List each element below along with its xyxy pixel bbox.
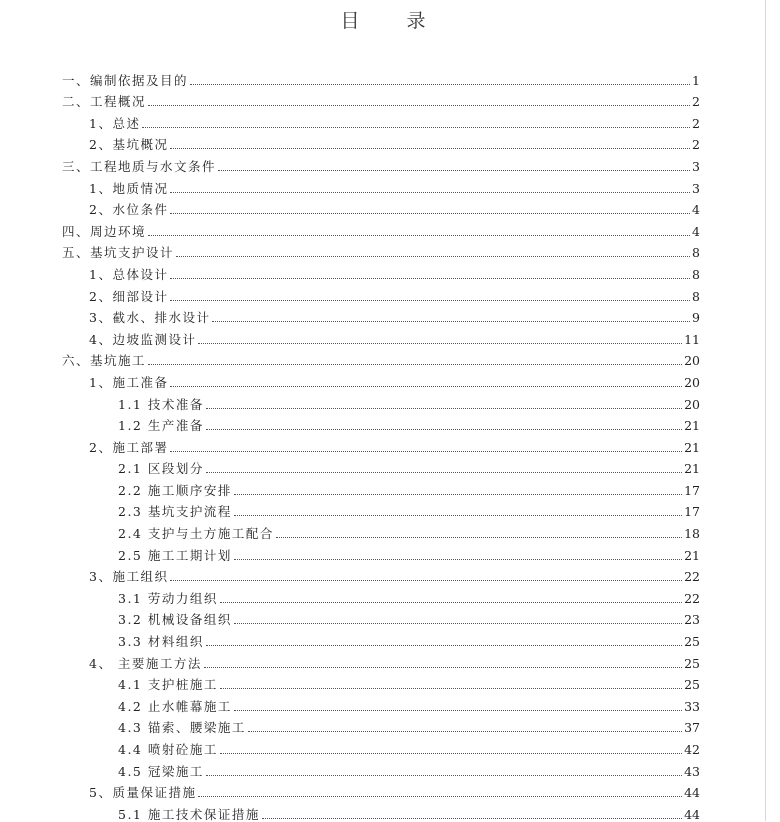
toc-entry-label: 2、水位条件 (89, 202, 169, 218)
toc-entry[interactable] (62, 131, 700, 153)
toc-leader-dots (234, 559, 682, 560)
toc-leader-dots (220, 753, 682, 754)
toc-leader-dots (170, 192, 690, 193)
toc-entry-label: 2、细部设计 (89, 288, 169, 304)
toc-leader-dots (212, 321, 690, 322)
toc-entry[interactable] (62, 282, 700, 304)
toc-entry-page-number: 11 (684, 331, 700, 347)
toc-entry-label: 4、 主要施工方法 (89, 655, 202, 671)
toc-leader-dots (234, 494, 682, 495)
toc-leader-dots (176, 256, 690, 257)
toc-entry-label: 2.3 基坑支护流程 (118, 504, 232, 520)
toc-entry-page-number: 25 (684, 655, 700, 671)
toc-entry-label: 4、边坡监测设计 (89, 331, 197, 347)
toc-leader-dots (204, 667, 682, 668)
toc-entry-page-number: 20 (684, 353, 700, 369)
toc-entry-label: 六、基坑施工 (62, 353, 147, 369)
toc-entry-page-number: 2 (692, 115, 700, 131)
toc-entry-label: 2.4 支护与土方施工配合 (118, 526, 274, 542)
toc-leader-dots (170, 213, 690, 214)
toc-entry-label: 1.2 生产准备 (118, 418, 204, 434)
toc-entry-label: 4.1 支护桩施工 (118, 677, 218, 693)
toc-leader-dots (170, 148, 690, 149)
toc-entry-page-number: 18 (684, 526, 700, 542)
toc-entry[interactable] (62, 304, 700, 326)
toc-entry[interactable] (62, 174, 700, 196)
toc-entry[interactable] (62, 627, 700, 649)
toc-entry[interactable] (62, 541, 700, 563)
toc-entry[interactable] (62, 779, 700, 801)
toc-entry[interactable] (62, 735, 700, 757)
toc-leader-dots (198, 796, 682, 797)
toc-leader-dots (276, 537, 682, 538)
toc-entry-page-number: 3 (692, 180, 700, 196)
toc-entry-page-number: 21 (684, 461, 700, 477)
toc-entry[interactable] (62, 800, 700, 822)
toc-entry-page-number: 25 (684, 677, 700, 693)
toc-entry[interactable] (62, 563, 700, 585)
toc-leader-dots (206, 429, 682, 430)
toc-entry[interactable] (62, 196, 700, 218)
toc-entry-page-number: 33 (684, 698, 700, 714)
toc-leader-dots (220, 602, 682, 603)
toc-entry-page-number: 4 (692, 202, 700, 218)
toc-entry-label: 三、工程地质与水文条件 (62, 158, 217, 174)
toc-entry-page-number: 44 (684, 806, 700, 822)
toc-entry[interactable] (62, 390, 700, 412)
toc-entry-label: 5.1 施工技术保证措施 (118, 806, 260, 822)
toc-leader-dots (170, 386, 682, 387)
toc-entry-page-number: 21 (684, 439, 700, 455)
toc-entry-page-number: 2 (692, 94, 700, 110)
toc-leader-dots (206, 645, 682, 646)
toc-leader-dots (148, 364, 682, 365)
toc-leader-dots (170, 300, 690, 301)
toc-entry[interactable] (62, 714, 700, 736)
toc-entry[interactable] (62, 368, 700, 390)
toc-entry-label: 1.1 技术准备 (118, 396, 204, 412)
toc-entry-page-number: 21 (684, 547, 700, 563)
toc-entry-label: 3.3 材料组织 (118, 634, 204, 650)
toc-entry-label: 1、总体设计 (89, 266, 169, 282)
toc-entry[interactable] (62, 519, 700, 541)
toc-leader-dots (142, 127, 690, 128)
toc-entry-label: 2.1 区段划分 (118, 461, 204, 477)
toc-entry-label: 4.4 喷射砼施工 (118, 742, 218, 757)
toc-entry[interactable] (62, 239, 700, 261)
toc-entry[interactable] (62, 66, 700, 88)
toc-entry-label: 五、基坑支护设计 (62, 245, 175, 261)
toc-entry-label: 4.5 冠梁施工 (118, 763, 204, 779)
toc-entry-page-number: 20 (684, 396, 700, 412)
toc-entry[interactable] (62, 347, 700, 369)
toc-leader-dots (148, 105, 690, 106)
toc-entry-page-number: 17 (684, 504, 700, 520)
toc-entry[interactable] (62, 498, 700, 520)
toc-leader-dots (170, 451, 682, 452)
toc-leader-dots (218, 170, 690, 171)
toc-entry[interactable] (62, 476, 700, 498)
toc-entry[interactable] (62, 260, 700, 282)
page-edge (765, 0, 766, 821)
toc-leader-dots (206, 472, 682, 473)
toc-entry-label: 3.2 机械设备组织 (118, 612, 232, 628)
toc-entry[interactable] (62, 671, 700, 693)
toc-entry-label: 1、地质情况 (89, 180, 169, 196)
toc-entry-label: 2、基坑概况 (89, 137, 169, 153)
toc-entry-page-number: 8 (692, 245, 700, 261)
toc-leader-dots (206, 408, 682, 409)
toc-entry-label: 3、截水、排水设计 (89, 310, 211, 326)
toc-leader-dots (234, 623, 682, 624)
toc-entry-page-number: 1 (692, 72, 700, 88)
toc-entry-label: 5、质量保证措施 (89, 785, 197, 801)
toc-entry-label: 1、施工准备 (89, 374, 169, 390)
toc-leader-dots (248, 731, 682, 732)
page-title: 目 录 (340, 10, 440, 32)
toc-entry[interactable] (62, 217, 700, 239)
toc-entry-page-number: 9 (692, 310, 700, 326)
toc-entry-label: 3.1 劳动力组织 (118, 590, 218, 606)
toc-entry-page-number: 17 (684, 482, 700, 498)
toc-entry-page-number: 8 (692, 288, 700, 304)
toc-leader-dots (170, 278, 690, 279)
toc-entry-page-number: 43 (684, 763, 700, 779)
toc-entry[interactable] (62, 88, 700, 110)
toc-leader-dots (206, 775, 682, 776)
toc-entry-label: 2.5 施工工期计划 (118, 547, 232, 563)
toc-entry-label: 1、总述 (89, 115, 141, 131)
toc-entry[interactable] (62, 757, 700, 779)
toc-entry-page-number: 3 (692, 158, 700, 174)
toc-entry-label: 3、施工组织 (89, 569, 169, 585)
toc-entry-page-number: 23 (684, 612, 700, 628)
toc-entry[interactable] (62, 649, 700, 671)
toc-entry[interactable] (62, 412, 700, 434)
toc-entry-label: 一、编制依据及目的 (62, 72, 189, 88)
toc-entry[interactable] (62, 325, 700, 347)
table-of-contents (62, 66, 700, 822)
toc-entry-page-number: 25 (684, 634, 700, 650)
toc-entry-page-number: 44 (684, 785, 700, 801)
toc-entry[interactable] (62, 433, 700, 455)
toc-leader-dots (148, 235, 690, 236)
toc-entry[interactable] (62, 152, 700, 174)
toc-entry-page-number: 4 (692, 223, 700, 239)
toc-leader-dots (234, 710, 682, 711)
toc-leader-dots (170, 580, 682, 581)
toc-leader-dots (190, 84, 690, 85)
toc-entry-label: 2、施工部署 (89, 439, 169, 455)
toc-leader-dots (198, 343, 682, 344)
toc-entry-page-number: 21 (684, 418, 700, 434)
toc-entry-page-number: 42 (684, 742, 700, 757)
toc-entry-label: 四、周边环境 (62, 223, 147, 239)
toc-entry-label: 2.2 施工顺序安排 (118, 482, 232, 498)
toc-entry[interactable] (62, 455, 700, 477)
toc-entry-label: 4.3 锚索、腰梁施工 (118, 720, 246, 736)
toc-entry-label: 二、工程概况 (62, 94, 147, 110)
toc-leader-dots (220, 688, 682, 689)
toc-entry[interactable] (62, 692, 700, 714)
toc-entry-label: 4.2 止水帷幕施工 (118, 698, 232, 714)
toc-leader-dots (262, 818, 682, 819)
toc-entry[interactable] (62, 606, 700, 628)
toc-entry-page-number: 22 (684, 590, 700, 606)
toc-entry[interactable] (62, 109, 700, 131)
toc-entry-page-number: 37 (684, 720, 700, 736)
toc-entry-page-number: 2 (692, 137, 700, 153)
toc-entry[interactable] (62, 584, 700, 606)
toc-entry-page-number: 20 (684, 374, 700, 390)
toc-leader-dots (234, 515, 682, 516)
toc-entry-page-number: 22 (684, 569, 700, 585)
toc-entry-page-number: 8 (692, 266, 700, 282)
